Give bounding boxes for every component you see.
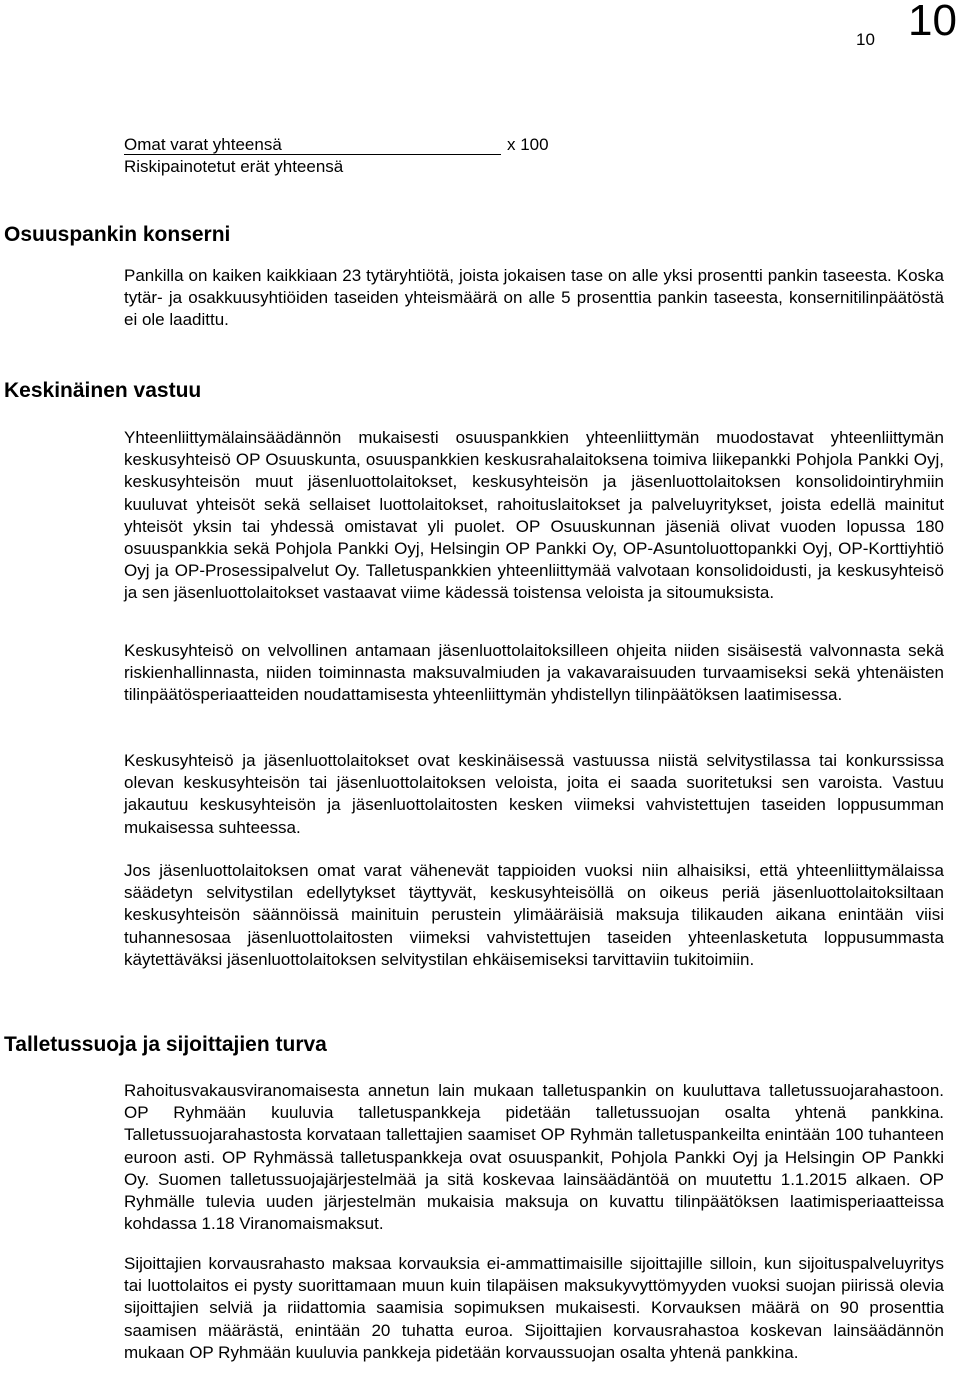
paragraph-vastuu-3: Keskusyhteisö ja jäsenluottolaitokset ovat keskinäisessä vastuussa niistä selvitystilassa tai konkurssissa olevan keskusyhteisön tai jäsenluottolaitoksen veloista, joita ei saada suoritetuksi sen varoista. Vastuu jakautuu keskusyhteisön ja jäsenluottolaitosten kesken viimeksi vahvistettujen taseiden loppusumman mukaisessa suhteessa. — [124, 751, 944, 837]
capital-ratio-formula — [124, 134, 564, 178]
formula-numerator: Omat varat yhteensä — [124, 134, 501, 155]
paragraph-talletussuoja-1: Rahoitusvakausviranomaisesta annetun lain mukaan talletuspankin on kuuluttava talletussuojarahastoon. OP Ryhmään kuuluvia talletuspankkeja pidetään talletussuojan osalta yhtenä pankkina. Talletussuojarahastosta korvataan tallettajien saamiset OP Ryhmän talletuspankeilta enintään 100 tuhanteen euroon asti. OP Ryhmässä talletuspankkeja ovat osuuspankit, Pohjola Pankki Oyj ja Helsingin OP Pankki Oy. Suomen talletussuojajärjestelmää ja sitä koskevaa lainsäädäntöä on muutettu 1.1.2015 alkaen. OP Ryhmälle tulevia uuden järjestelmän mukaisia maksuja on kuvattu tilinpäätöksen laatimisperiaatteissa kohdassa 1.18 Viranomaismaksut. — [124, 1081, 944, 1234]
page-number-large: 10 — [908, 0, 957, 45]
heading-keskinainen-vastuu: Keskinäinen vastuu — [4, 379, 202, 402]
paragraph-talletussuoja-2: Sijoittajien korvausrahasto maksaa korvauksia ei-ammattimaisille sijoittajille silloin, kun sijoituspalveluyritys tai luottolaitos ei pysty suorittamaan muun kuin tilapäisen maksukyvyttömyyden vuoksi suojan piirissä olevia sijoittajien selviä ja riidattomia saamisia sopimuksen mukaisesti. Korvauksen määrä on 90 prosenttia saamisen määrästä, enintään 20 tuhatta euroa. Sijoittajien korvausrahastoa koskevan lainsäädännön mukaan OP Ryhmään kuuluvia pankkeja pidetään korvaussuojan osalta yhtenä pankkina. — [124, 1254, 944, 1362]
heading-konserni: Osuuspankin konserni — [4, 223, 231, 246]
paragraph-konserni: Pankilla on kaiken kaikkiaan 23 tytäryhtiötä, joista jokaisen tase on alle yksi prosentti pankin taseesta. Koska tytär- ja osakkuusyhtiöiden taseiden yhteismäärä on alle 5 prosenttia pankin taseesta, konsernitilinpäätöstä ei ole laadittu. — [124, 266, 944, 330]
paragraph-vastuu-2: Keskusyhteisö on velvollinen antamaan jäsenluottolaitoksilleen ohjeita niiden sisäisestä valvonnasta sekä riskienhallinnasta, niiden toiminnasta maksuvalmiuden ja vakavaraisuuden turvaamiseksi sekä yhtenäisten tilinpäätösperiaatteiden noudattamisesta yhteenliittymän yhdistellyn tilinpäätöksen laatimisessa. — [124, 641, 944, 705]
paragraph-vastuu-1: Yhteenliittymälainsäädännön mukaisesti osuuspankkien yhteenliittymän muodostavat yhteenliittymän keskusyhteisö OP Osuuskunta, osuuspankkien keskusrahalaitoksena toimiva liikepankki Pohjola Pankki Oyj, keskusyhteisön muut jäsenluottolaitokset, keskusyhteisön ja jäsenluottolaitoksen konsolidointiryhmiin kuuluvat yhteisöt sekä sellaiset luottolaitokset, rahoituslaitokset ja palveluyritykset, joista edellä mainitut yhteisöt yksin tai yhdessä omistavat yli puolet. OP Osuuskunnan jäseniä olivat vuoden lopussa 180 osuuspankkia sekä Pohjola Pankki Oyj, Helsingin OP Pankki Oy, OP-Asuntoluottopankki Oyj, OP-Korttiyhtiö Oyj ja OP-Prosessipalvelut Oy. Talletuspankkien yhteenliittymää valvotaan konsolidoidusti, ja keskusyhteisö ja sen jäsenluottolaitokset vastaavat viime kädessä toistensa veloista ja sitoumuksista. — [124, 428, 944, 603]
formula-multiplier: x 100 — [507, 135, 549, 154]
page-number-small: 10 — [856, 30, 875, 49]
paragraph-vastuu-4: Jos jäsenluottolaitoksen omat varat vähenevät tappioiden vuoksi niin alhaisiksi, että yhteenliittymälaissa säädetyn selvitystilan edellytykset täyttyvät, keskusyhteisöllä on oikeus periä jäsenluottolaitoksiltaan keskusyhteisön säännöissä mainituin perustein ylimääräisiä maksuja tilikauden aikana enintään viisi tuhannesosaa jäsenluottolaitosten viimeksi vahvistettujen taseiden yhteenlasketuta loppusummasta käytettäväksi jäsenluottolaitoksen selvitystilan ehkäisemiseksi tarvittaviin tukitoimiin. — [124, 861, 944, 969]
heading-talletussuoja: Talletussuoja ja sijoittajien turva — [4, 1033, 327, 1056]
formula-denominator: Riskipainotetut erät yhteensä — [124, 157, 344, 176]
